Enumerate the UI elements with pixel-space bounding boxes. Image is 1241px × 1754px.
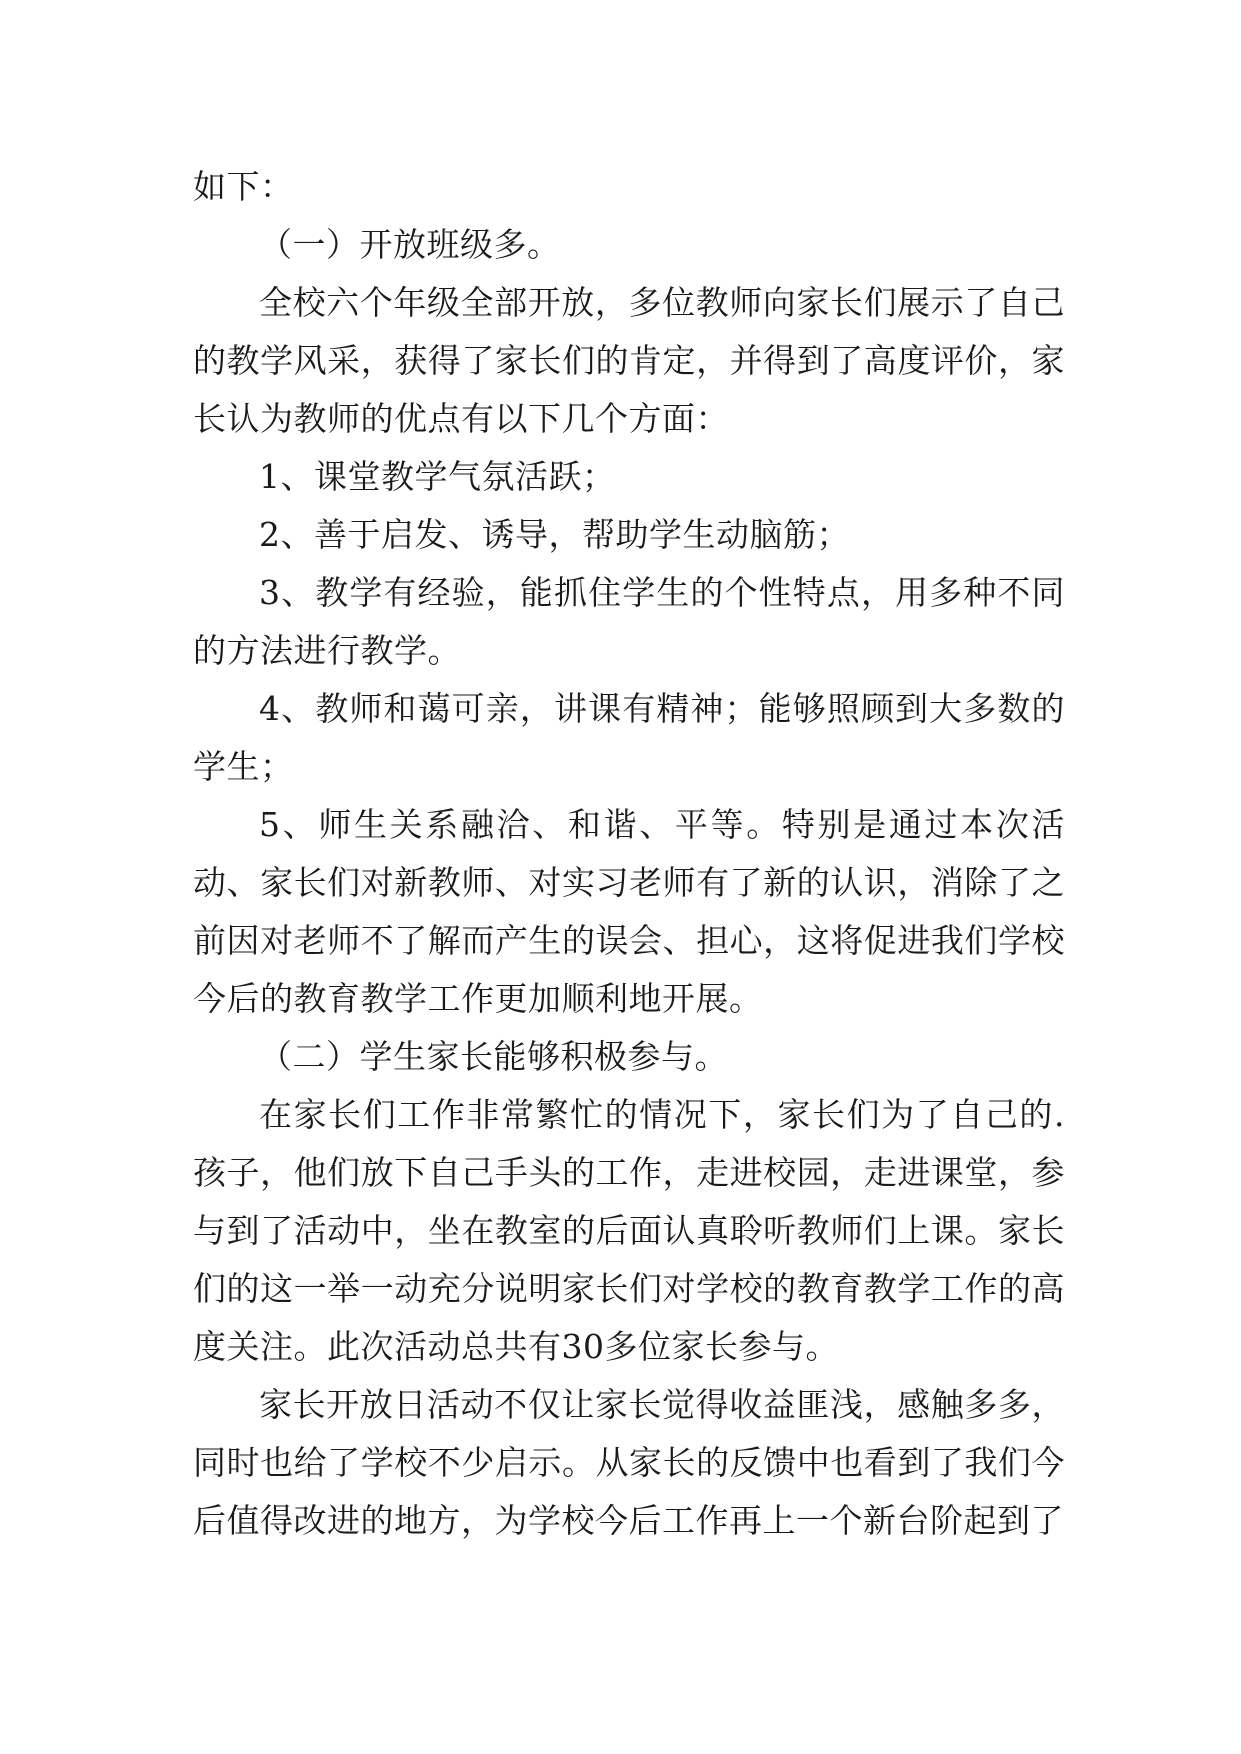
list-item-1: 1、课堂教学气氛活跃； xyxy=(259,457,616,496)
list-item-2: 2、善于启发、诱导，帮助学生动脑筋； xyxy=(259,515,850,554)
list-item-3: 3、教学有经验，能抓住学生的个性特点，用多种不同的方法进行教学。 xyxy=(193,573,1065,670)
document-body xyxy=(193,158,1065,1550)
paragraph-conclusion: 家长开放日活动不仅让家长觉得收益匪浅，感触多多，同时也给了学校不少启示。从家长的反馈中也看到了我们今后值得改进的地方，为学校今后工作再上一个新台阶起到了 xyxy=(193,1385,1065,1540)
heading-section-1: （一）开放班级多。 xyxy=(259,225,561,264)
paragraph-section-2-body: 在家长们工作非常繁忙的情况下，家长们为了自己的.孩子，他们放下自己手头的工作，走进校园，走进课堂，参与到了活动中，坐在教室的后面认真聆听教师们上课。家长们的这一举一动充分说明家长们对学校的教育教学工作的高度关注。此次活动总共有30多位家长参与。 xyxy=(193,1095,1065,1366)
heading-section-2: （二）学生家长能够积极参与。 xyxy=(259,1037,728,1076)
list-item-5: 5、师生关系融洽、和谐、平等。特别是通过本次活动、家长们对新教师、对实习老师有了新的认识，消除了之前因对老师不了解而产生的误会、担心，这将促进我们学校今后的教育教学工作更加顺利地开展。 xyxy=(193,805,1065,1018)
list-item-4: 4、教师和蔼可亲，讲课有精神；能够照顾到大多数的学生； xyxy=(193,689,1065,786)
paragraph-section-1-summary: 全校六个年级全部开放，多位教师向家长们展示了自己的教学风采，获得了家长们的肯定，并得到了高度评价，家长认为教师的优点有以下几个方面： xyxy=(193,283,1065,438)
paragraph-intro: 如下： xyxy=(193,167,294,206)
